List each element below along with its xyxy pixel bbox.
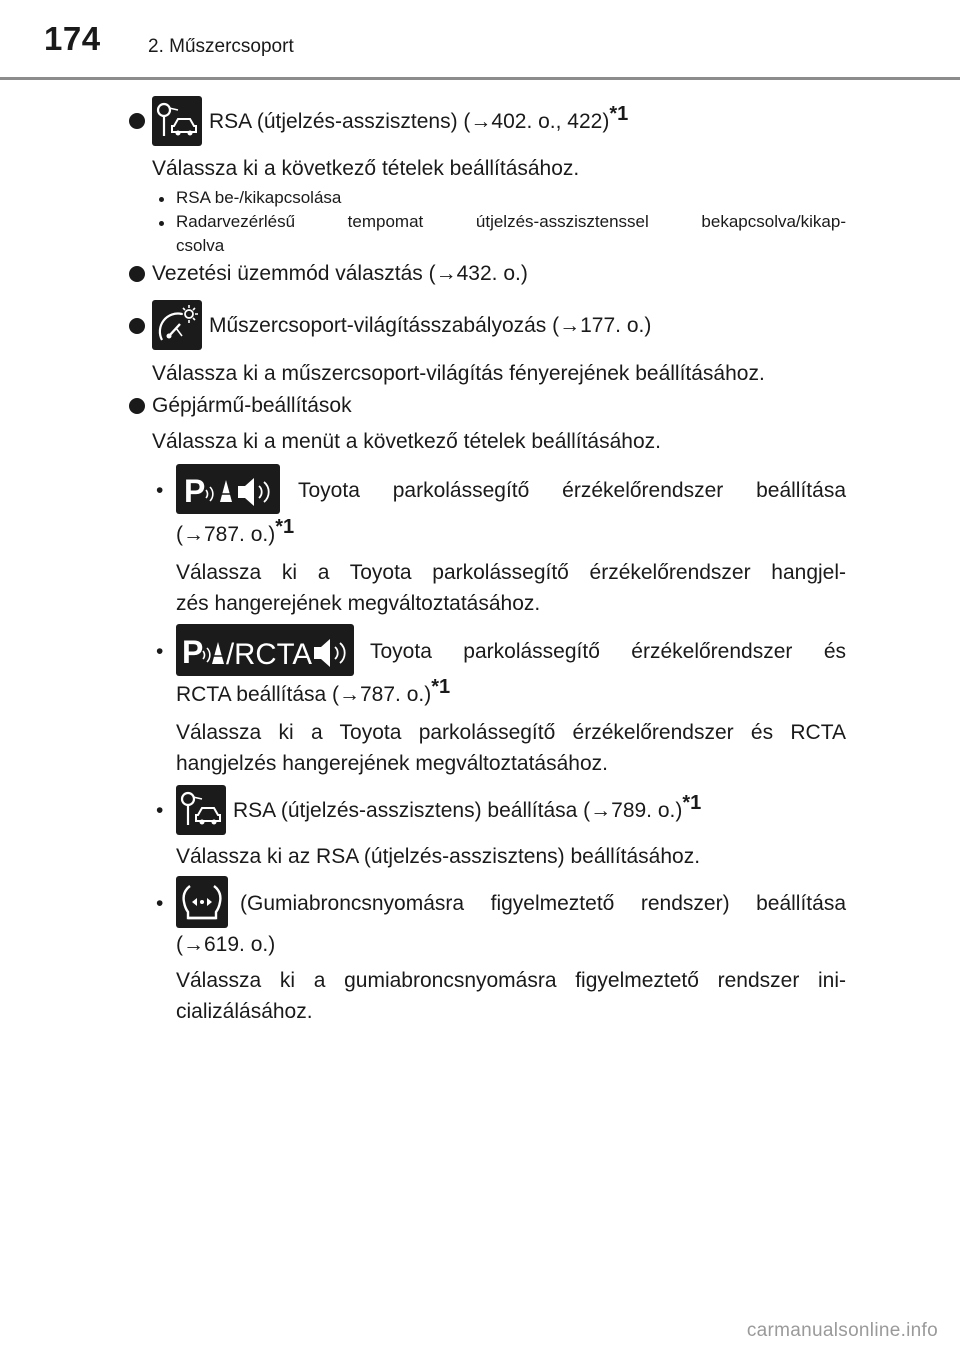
page-header	[0, 0, 960, 80]
list-bullet: •	[156, 479, 164, 502]
bullet-dot	[129, 113, 145, 129]
parking-rcta-icon	[176, 624, 354, 676]
parking-sensor-description-cont: zés hangerejének megváltoztatásához.	[176, 592, 541, 615]
footnote-marker: *1	[609, 103, 629, 125]
list-bullet: •	[156, 892, 164, 915]
svg-text:P: P	[184, 473, 206, 509]
tpws-ref: (→619. o.)	[176, 933, 276, 956]
page-number: 174	[44, 20, 101, 57]
parking-sensor-icon	[176, 464, 280, 514]
rsa-setting-title: RSA (útjelzés-asszisztens) beállítása (→789. o.)$^{*1}$	[233, 792, 702, 822]
parking-rcta-description: Válassza ki a Toyota parkolássegítő érzékelőrendszer és RCTA	[176, 721, 846, 744]
list-bullet: •	[156, 799, 164, 822]
tpws-description: Válassza ki a gumiabroncsnyomásra figyelmeztető rendszer ini-	[176, 969, 846, 992]
tire-pressure-icon	[176, 876, 228, 928]
rcta-icon-text: /RCTA	[226, 638, 312, 671]
footnote-marker: *1	[275, 516, 295, 538]
rsa-description: Válassza ki a következő tételek beállításához.	[152, 157, 580, 180]
chapter-title: 2. Műszercsoport	[148, 36, 294, 57]
rsa-title: RSA (útjelzés-asszisztens) (→402. o., 422)$^{*1}$	[209, 103, 629, 133]
parking-sensor-description: Válassza ki a Toyota parkolássegítő érzékelőrendszer hangjel-	[176, 561, 846, 584]
bullet-dot	[129, 318, 145, 334]
sub-bullet	[159, 197, 164, 202]
parking-rcta-title: Toyota parkolássegítő érzékelőrendszer és	[370, 640, 846, 663]
tpws-title: (Gumiabroncsnyomásra figyelmeztető rendszer) beállítása	[240, 892, 846, 915]
parking-sensor-title: Toyota parkolássegítő érzékelőrendszer beállítása	[298, 479, 846, 502]
parking-rcta-description-cont: hangjelzés hangerejének megváltoztatásához.	[176, 752, 608, 775]
rsa-setting-description: Válassza ki az RSA (útjelzés-asszisztens) beállításához.	[176, 845, 701, 868]
rsa-sub-item-cont: csolva	[176, 236, 225, 255]
watermark: carmanualsonline.info	[746, 1320, 938, 1341]
svg-text:P: P	[182, 634, 204, 670]
list-bullet: •	[156, 640, 164, 663]
parking-sensor-ref: (→787. o.)$^{*1}$	[176, 516, 295, 546]
rsa-sub-item: RSA be-/kikapcsolása	[176, 188, 342, 207]
road-sign-assist-icon	[176, 785, 226, 835]
sub-bullet	[159, 221, 164, 226]
vehicle-settings-title: Gépjármű-beállítások	[152, 394, 352, 417]
header-divider	[0, 77, 960, 80]
bullet-dot	[129, 266, 145, 282]
road-sign-assist-icon	[152, 96, 202, 146]
bullet-dot	[129, 398, 145, 414]
footnote-marker: *1	[682, 792, 702, 814]
instrument-light-icon	[152, 300, 202, 350]
parking-rcta-ref: RCTA beállítása (→787. o.)$^{*1}$	[176, 676, 451, 706]
tpws-description-cont: cializálásához.	[176, 1000, 313, 1023]
rsa-sub-item: Radarvezérlésű tempomat útjelzés-asszisztenssel bekapcsolva/kikap-	[176, 212, 846, 231]
lighting-description: Válassza ki a műszercsoport-világítás fényerejének beállításához.	[152, 362, 765, 385]
lighting-title: Műszercsoport-világításszabályozás (→177. o.)	[209, 314, 652, 337]
drive-mode-title: Vezetési üzemmód választás (→432. o.)	[152, 262, 528, 285]
footnote-marker: *1	[431, 676, 451, 698]
vehicle-settings-description: Válassza ki a menüt a következő tételek beállításához.	[152, 430, 661, 453]
